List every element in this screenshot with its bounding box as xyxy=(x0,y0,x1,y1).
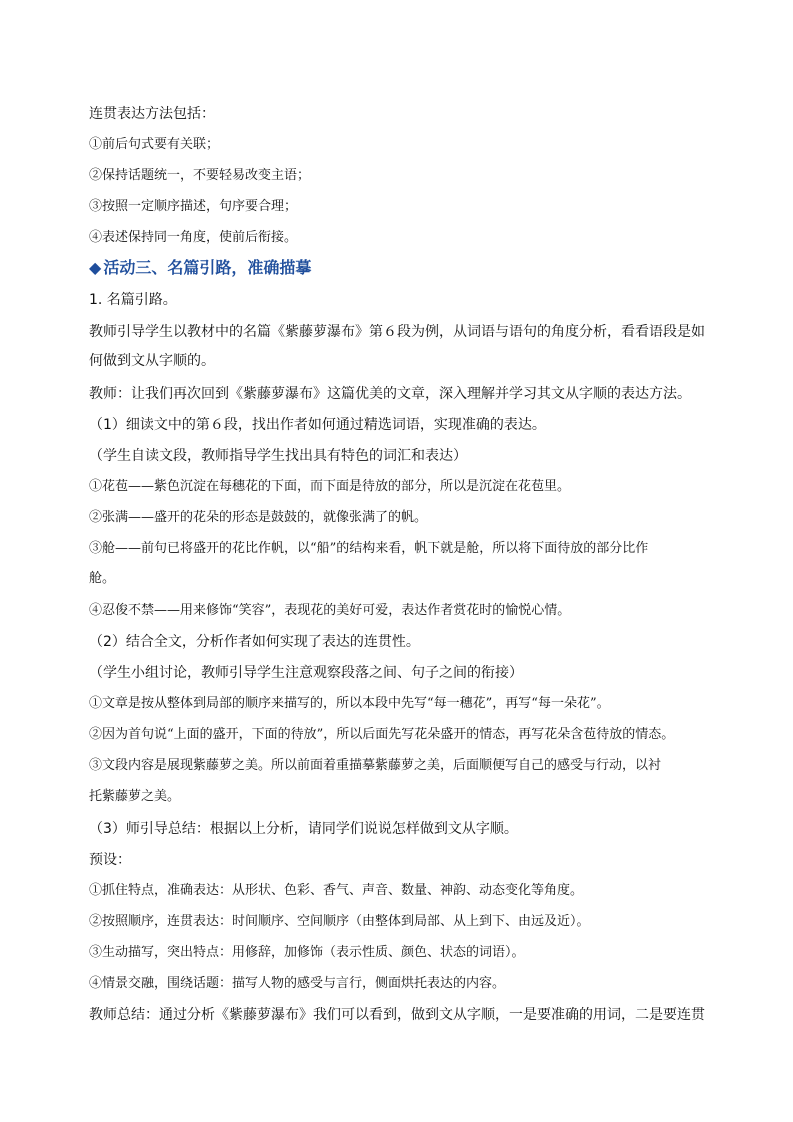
question-2-note: （学生小组讨论，教师引导学生注意观察段落之间、句子之间的衔接） xyxy=(89,665,523,681)
q2-item-1: ①文章是按从整体到局部的顺序来描写的，所以本段中先写“每一穗花”，再写“每一朵花”。 xyxy=(89,696,610,711)
question-3: （3）师引导总结：根据以上分析，请同学们说说怎样做到文从字顺。 xyxy=(89,821,518,837)
diamond-icon: ◆ xyxy=(89,258,102,277)
q1-item-1: ①花苞——紫色沉淀在每穗花的下面，而下面是待放的部分，所以是沉淀在花苞里。 xyxy=(89,479,571,494)
q1-item-2: ②张满——盛开的花朵的形态是鼓鼓的，就像张满了的帆。 xyxy=(89,510,428,525)
q1-item-3: ③舱——前句已将盛开的花比作帆，以“船”的结构来看，帆下就是舱，所以将下面待放的部分比作 xyxy=(89,541,649,556)
preset-item-4: ④情景交融，围绕话题：描写人物的感受与言行，侧面烘托表达的内容。 xyxy=(89,976,506,991)
q2-item-3: ③文段内容是展现紫藤萝之美。所以前面着重描摹紫藤萝之美，后面顺便写自己的感受与行动，以衬 xyxy=(89,758,662,773)
intro-title: 连贯表达方法包括： xyxy=(89,106,215,122)
teacher-line: 教师：让我们再次回到《紫藤萝瀑布》这篇优美的文章，深入理解并学习其文从字顺的表达方法。 xyxy=(89,386,691,402)
intro-item-1: ①前后句式要有关联； xyxy=(89,137,220,152)
intro-item-3: ③按照一定顺序描述，句序要合理； xyxy=(89,199,298,214)
q2-item-2: ②因为首句说“上面的盛开，下面的待放”，所以后面先写花朵盛开的情态，再写花朵含苞待放的情态。 xyxy=(89,727,675,742)
question-1-note: （学生自读文段，教师指导学生找出具有特色的词汇和表达） xyxy=(89,448,467,464)
preset-label: 预设： xyxy=(89,852,131,868)
paragraph-line: 何做到文从字顺的。 xyxy=(89,353,215,369)
preset-item-2: ②按照顺序，连贯表达：时间顺序、空间顺序（由整体到局部、从上到下、由远及近）。 xyxy=(89,914,590,929)
paragraph-line: 教师引导学生以教材中的名篇《紫藤萝瀑布》第６段为例，从词语与语句的角度分析，看看语段是如 xyxy=(89,324,705,340)
intro-item-4: ④表述保持同一角度，使前后衔接。 xyxy=(89,230,298,245)
q1-item-3-cont: 舱。 xyxy=(89,571,116,586)
question-1: （1）细读文中的第６段，找出作者如何通过精选词语，实现准确的表达。 xyxy=(89,417,546,433)
section-title: 1. 名篇引路。 xyxy=(89,292,177,308)
preset-item-3: ③生动描写，突出特点：用修辞，加修饰（表示性质、颜色、状态的词语）。 xyxy=(89,945,525,960)
intro-item-2: ②保持话题统一，不要轻易改变主语； xyxy=(89,168,311,183)
preset-item-1: ①抓住特点，准确表达：从形状、色彩、香气、声音、数量、神韵、动态变化等角度。 xyxy=(89,883,584,898)
question-2: （2）结合全文，分析作者如何实现了表达的连贯性。 xyxy=(89,634,420,650)
teacher-summary: 教师总结：通过分析《紫藤萝瀑布》我们可以看到，做到文从字顺，一是要准确的用词，二是要连贯 xyxy=(89,1007,705,1023)
q2-item-3-cont: 托紫藤萝之美。 xyxy=(89,789,181,804)
q1-item-4: ④忍俊不禁——用来修饰“笑容”，表现花的美好可爱，表达作者赏花时的愉悦心情。 xyxy=(89,603,571,618)
activity-heading-text: 活动三、名篇引路，准确描摹 xyxy=(103,258,312,277)
activity-heading xyxy=(89,257,729,279)
